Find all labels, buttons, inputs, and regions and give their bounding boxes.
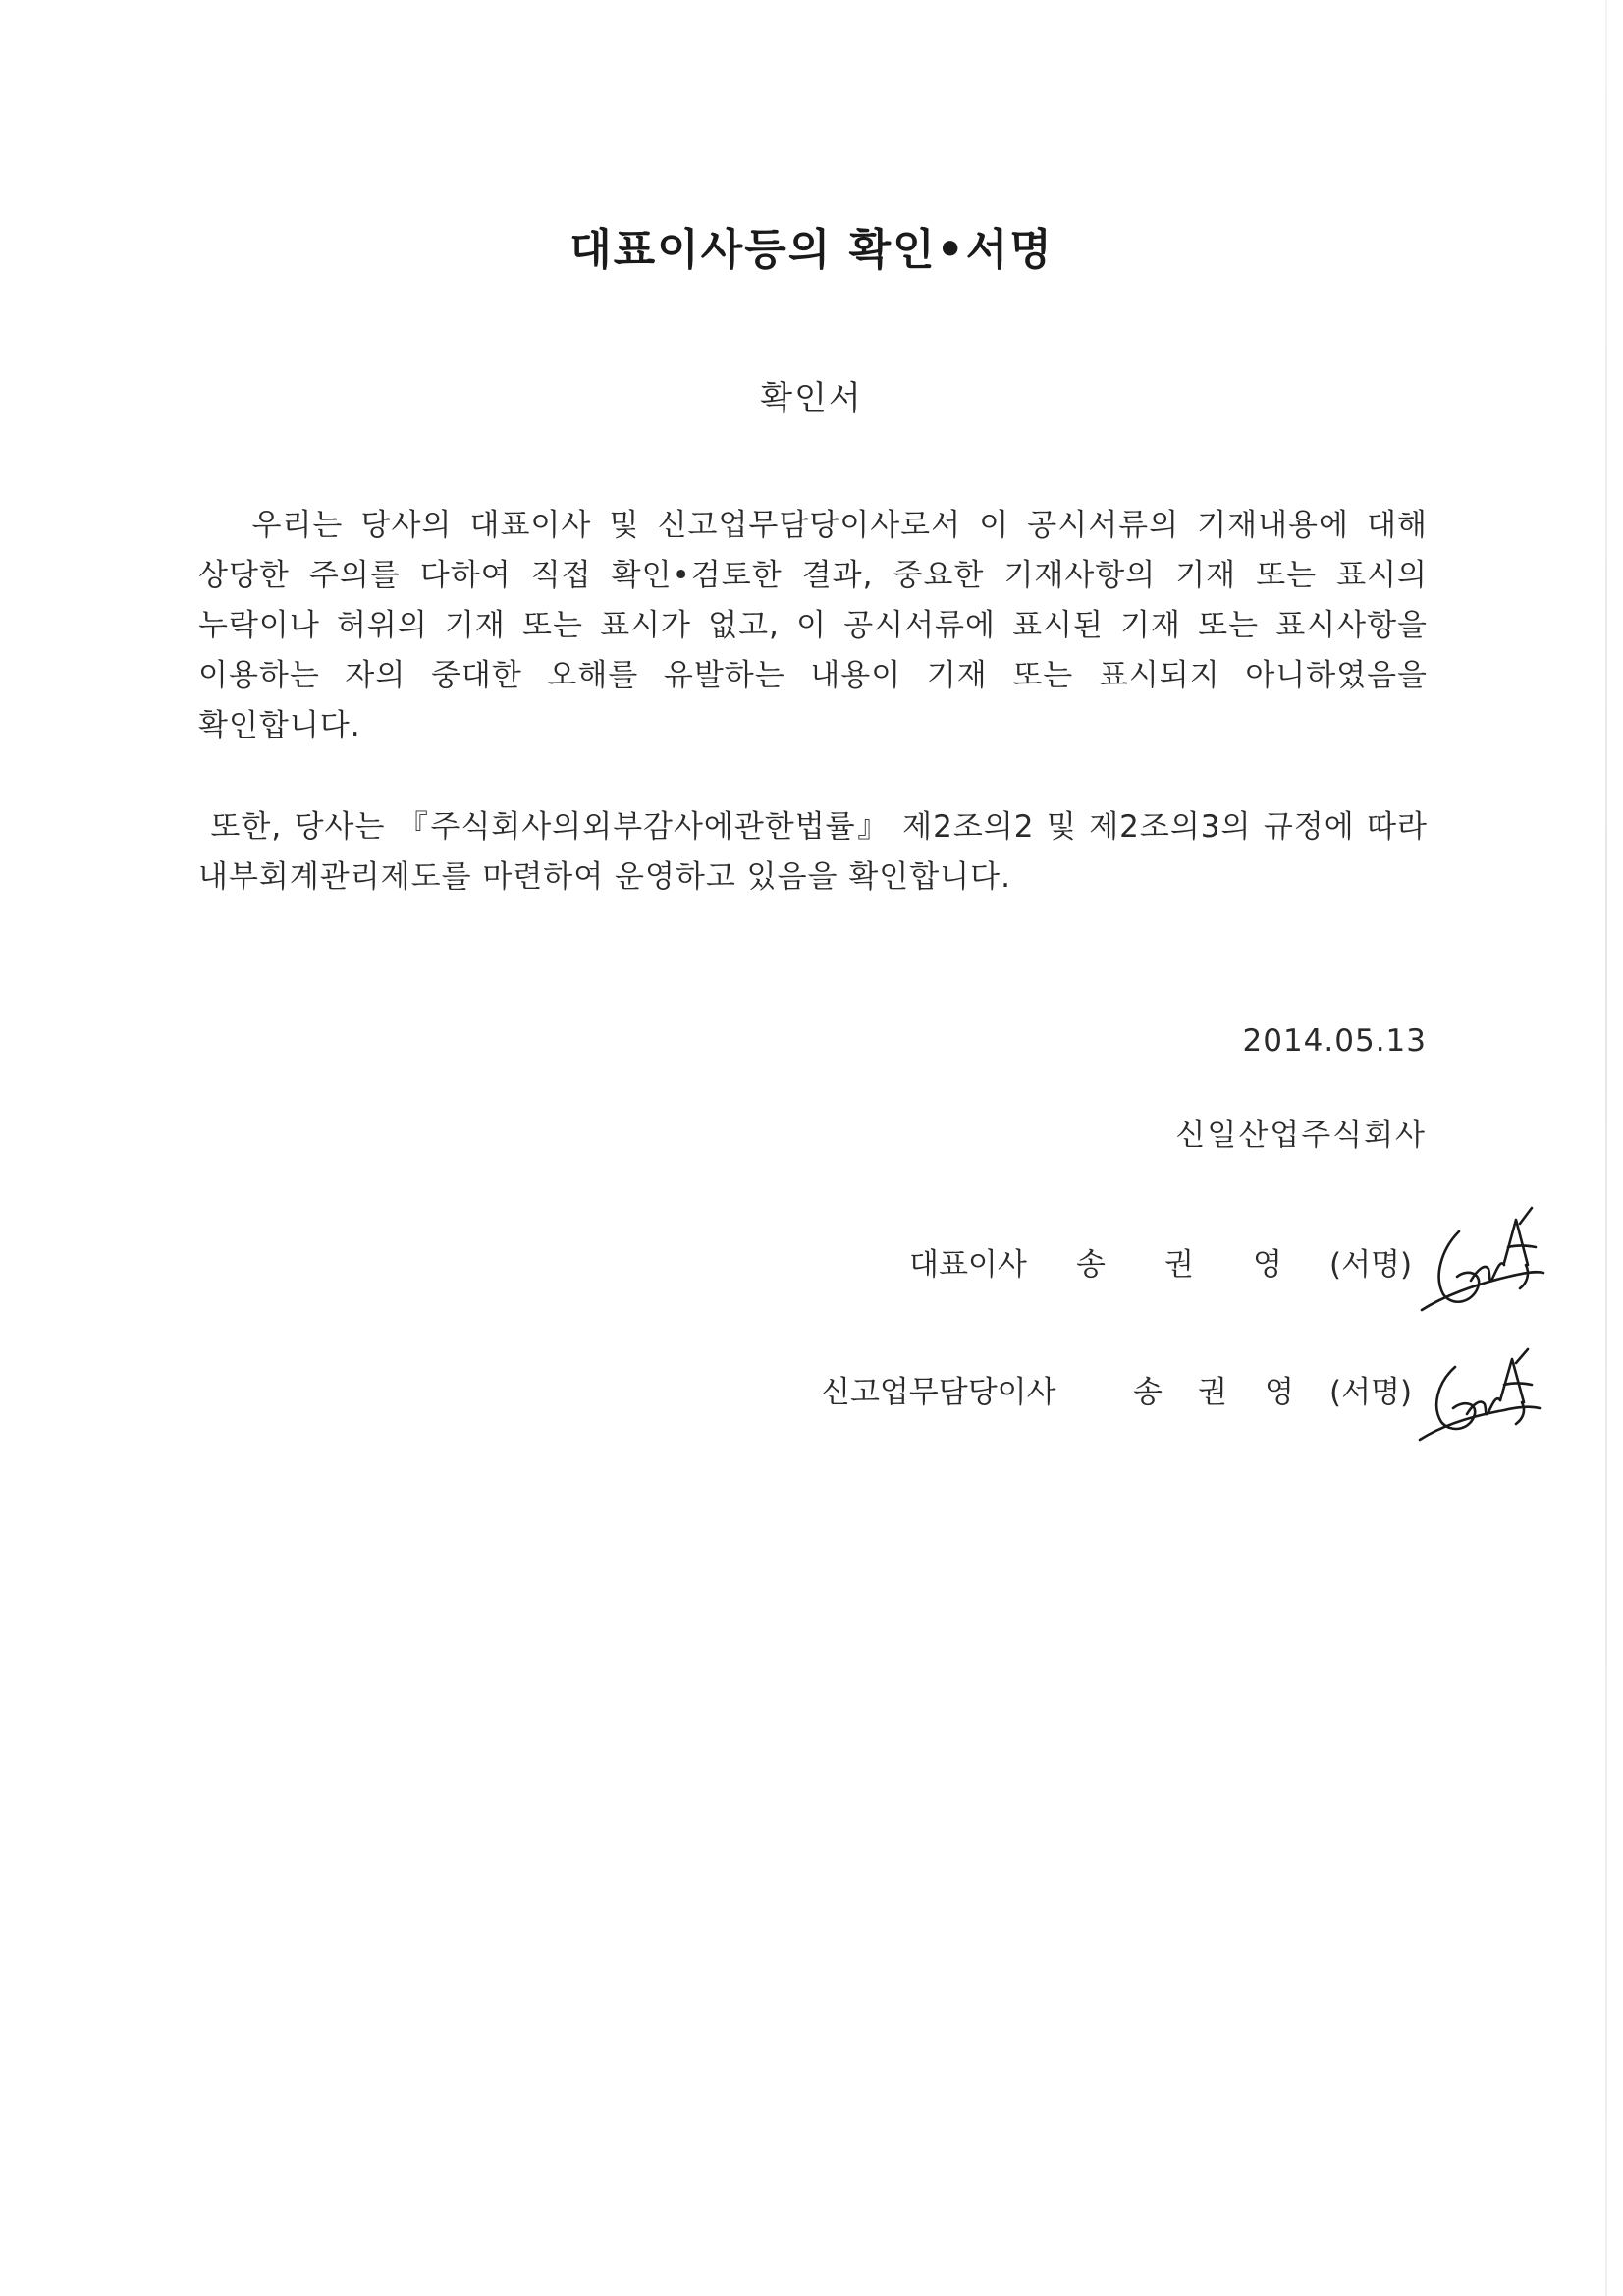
- confirmation-text: 우리는 당사의 대표이사 및 신고업무담당이사로서 이 공시서류의 기재내용에 대해 상당한 주의를 다하여 직접 확인•검토한 결과, 중요한 기재사항의 기재 또는 표시의 누락이나 허위의 기재 또는 표시가 없고, 이 공시서류에 표시된 기재 또는 표시사항을 이용하는 자의 중대한 오해를 유발하는 내용이 기재 또는 표시되지 아니하였음을 확인합니다.: [198, 508, 1428, 743]
- signer-name-char: 영: [1265, 1375, 1294, 1410]
- scan-edge-shadow: [1605, 0, 1607, 2296]
- internal-control-text: 또한, 당사는 『주식회사의외부감사에관한법률』 제2조의2 및 제2조의3의 규정에 따라 내부회계관리제도를 마련하여 운영하고 있음을 확인합니다.: [198, 809, 1428, 895]
- signer-name-char: 권: [1198, 1375, 1227, 1410]
- document-title: 대표이사등의 확인•서명: [569, 225, 1054, 275]
- signer-name-char: 권: [1164, 1247, 1194, 1283]
- document-subtitle: 확인서: [760, 379, 863, 418]
- company-name: 신일산업주식회사: [1175, 1118, 1427, 1153]
- signer-role: 대표이사: [909, 1247, 1027, 1283]
- signer-role: 신고업무담당이사: [821, 1375, 1056, 1410]
- handwritten-signature-ceo: [1414, 1200, 1561, 1328]
- handwritten-signature-disclosure-officer: [1412, 1345, 1559, 1453]
- signature-label: (서명): [1329, 1375, 1413, 1410]
- signer-name-char: 영: [1253, 1247, 1282, 1283]
- document-date: 2014.05.13: [1242, 1023, 1427, 1059]
- signature-label: (서명): [1329, 1247, 1413, 1283]
- internal-control-paragraph: [198, 802, 1428, 902]
- signer-name-char: 송: [1076, 1247, 1106, 1283]
- confirmation-paragraph: [198, 501, 1428, 751]
- signer-name-char: 송: [1133, 1375, 1163, 1410]
